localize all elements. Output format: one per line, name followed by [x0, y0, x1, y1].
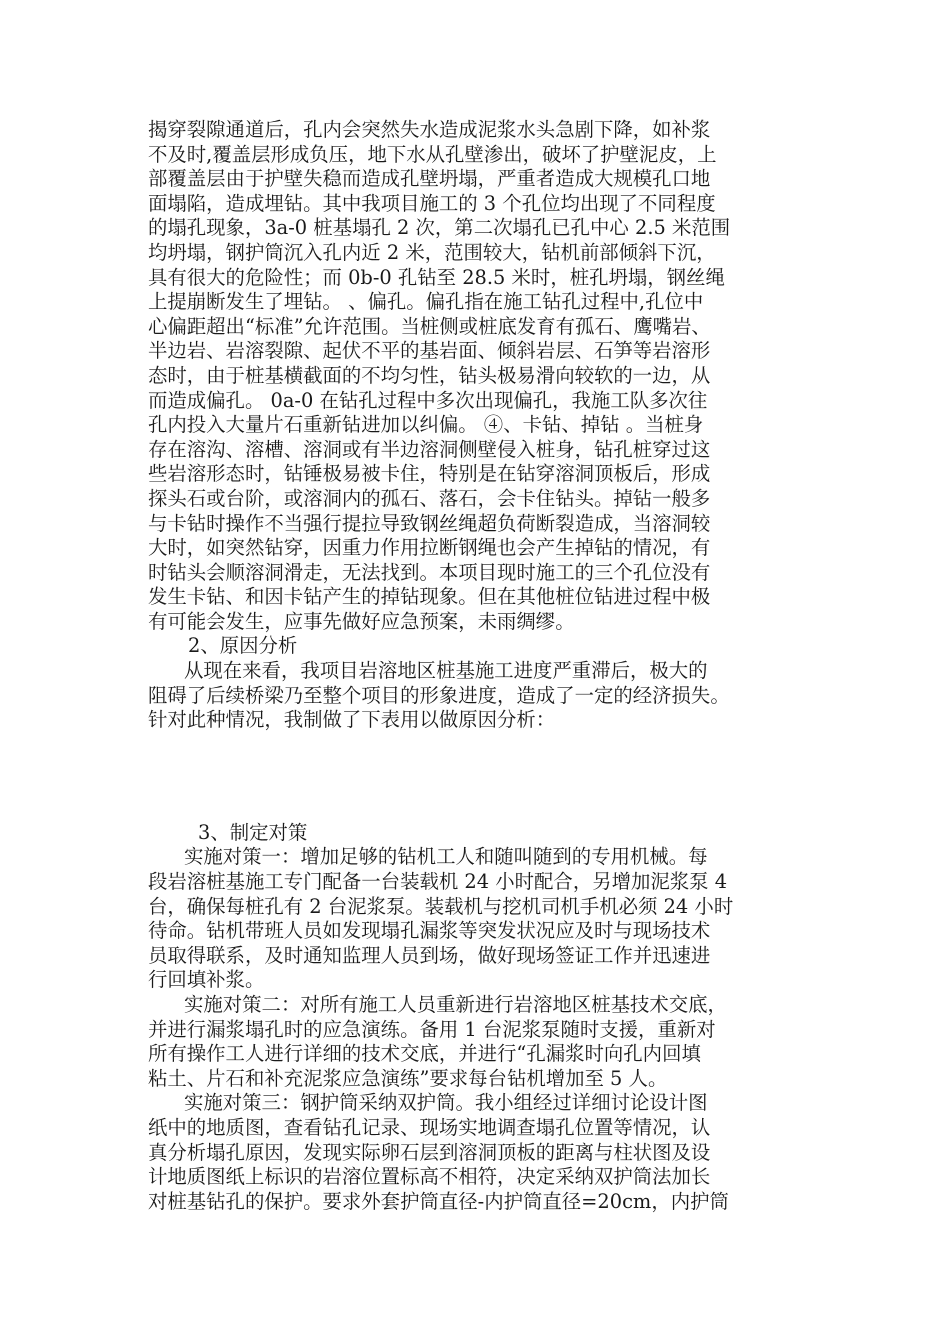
text-line: 粘土、片石和补充泥浆应急演练”要求每台钻机增加至 5 人。 [148, 1066, 668, 1090]
text-line: 上提崩断发生了埋钻。 、偏孔。偏孔指在施工钻孔过程中,孔位中 [148, 290, 704, 314]
text-line: 纸中的地质图，查看钻孔记录、现场实地调查塌孔位置等情况，认 [148, 1115, 711, 1139]
text-line: 段岩溶桩基施工专门配备一台装载机 24 小时配合，另增加泥浆泵 4 [148, 870, 728, 894]
text-line: 面塌陷，造成埋钻。其中我项目施工的 3 个孔位均出现了不同程度 [148, 191, 716, 215]
text-line: 真分析塌孔原因，发现实际卵石层到溶洞顶板的距离与柱状图及设 [148, 1140, 711, 1164]
text-line: 行回填补浆。 [148, 968, 265, 992]
text-line: 所有操作工人进行详细的技术交底，并进行“孔漏浆时向孔内回填 [148, 1042, 701, 1066]
table-placeholder-space [148, 733, 808, 821]
section-heading-cause-analysis: 2、原因分析 [188, 634, 298, 658]
text-line: 而造成偏孔。 0a-0 在钻孔过程中多次出现偏孔，我施工队多次往 [148, 388, 708, 412]
text-line: 心偏距超出“标准”允许范围。当桩侧或桩底发育有孤石、鹰嘴岩、 [148, 314, 711, 338]
text-line: 些岩溶形态时，钻锤极易被卡住，特别是在钻穿溶洞顶板后，形成 [148, 462, 711, 486]
text-line: 计地质图纸上标识的岩溶位置标高不相符，决定采纳双护筒法加长 [148, 1165, 711, 1189]
text-line: 实施对策一：增加足够的钻机工人和随叫随到的专用机械。每 [184, 845, 708, 869]
section-heading-countermeasures: 3、制定对策 [198, 820, 308, 844]
text-line: 从现在来看，我项目岩溶地区桩基施工进度严重滞后，极大的 [184, 659, 708, 683]
text-line: 孔内投入大量片石重新钻进加以纠偏。 ④、卡钻、掉钻 。当桩身 [148, 413, 704, 437]
document-page [148, 118, 808, 1214]
text-line: 存在溶沟、溶槽、溶洞或有半边溶洞侧壁侵入桩身，钻孔桩穿过这 [148, 437, 711, 461]
text-line: 半边岩、岩溶裂隙、起伏不平的基岩面、倾斜岩层、石笋等岩溶形 [148, 339, 711, 363]
text-line: 台，确保每桩孔有 2 台泥浆泵。装载机与挖机司机手机必须 24 小时 [148, 894, 734, 918]
text-line: 实施对策三：钢护筒采纳双护筒。我小组经过详细讨论设计图 [184, 1091, 708, 1115]
text-line: 与卡钻时操作不当强行提拉导致钢丝绳超负荷断裂造成，当溶洞较 [148, 511, 711, 535]
text-line: 探头石或台阶，或溶洞内的孤石、落石，会卡住钻头。掉钻一般多 [148, 486, 711, 510]
paragraph-cause-analysis [148, 659, 808, 733]
text-line: 实施对策二：对所有施工人员重新进行岩溶地区桩基技术交底， [184, 993, 727, 1016]
text-line: 的塌孔现象，3a-0 桩基塌孔 2 次，第二次塌孔已孔中心 2.5 米范围 [148, 216, 731, 240]
text-line: 态时，由于桩基横截面的不均匀性，钻头极易滑向较软的一边，从 [148, 363, 711, 387]
paragraph-collapse-deviation-jam [148, 118, 808, 634]
text-line: 均坍塌，钢护筒沉入孔内近 2 米，范围较大，钻机前部倾斜下沉， [148, 240, 716, 264]
text-line: 发生卡钻、和因卡钻产生的掉钻现象。但在其他桩位钻进过程中极 [148, 585, 711, 609]
paragraph-countermeasure-two [148, 993, 808, 1091]
text-line: 大时，如突然钻穿，因重力作用拉断钢绳也会产生掉钻的情况，有 [148, 536, 711, 560]
paragraph-countermeasure-three [148, 1091, 808, 1214]
text-line: 针对此种情况，我制做了下表用以做原因分析： [148, 708, 556, 732]
text-line: 不及时,覆盖层形成负压，地下水从孔壁渗出，破坏了护壁泥皮，上 [148, 142, 717, 166]
text-line: 待命。钻机带班人员如发现塌孔漏浆等突发状况应及时与现场技术 [148, 919, 711, 943]
text-line: 时钻头会顺溶洞滑走，无法找到。本项目现时施工的三个孔位没有 [148, 560, 711, 584]
text-line: 对桩基钻孔的保护。要求外套护筒直径-内护筒直径=20cm，内护筒 [148, 1189, 729, 1213]
text-line: 揭穿裂隙通道后，孔内会突然失水造成泥浆水头急剧下降，如补浆 [148, 118, 711, 141]
text-line: 具有很大的危险性；而 0b-0 孔钻至 28.5 米时，桩孔坍塌，钢丝绳 [148, 265, 725, 289]
text-line: 有可能会发生，应事先做好应急预案，未雨绸缪。 [148, 609, 575, 633]
paragraph-countermeasure-one [148, 845, 808, 993]
text-line: 员取得联系，及时通知监理人员到场，做好现场签证工作并迅速进 [148, 943, 711, 967]
text-line: 并进行漏浆塌孔时的应急演练。备用 1 台泥浆泵随时支援，重新对 [148, 1017, 716, 1041]
text-line: 阻碍了后续桥梁乃至整个项目的形象进度，造成了一定的经济损失。 [148, 683, 730, 707]
text-line: 部覆盖层由于护壁失稳而造成孔壁坍塌，严重者造成大规模孔口地 [148, 167, 711, 191]
